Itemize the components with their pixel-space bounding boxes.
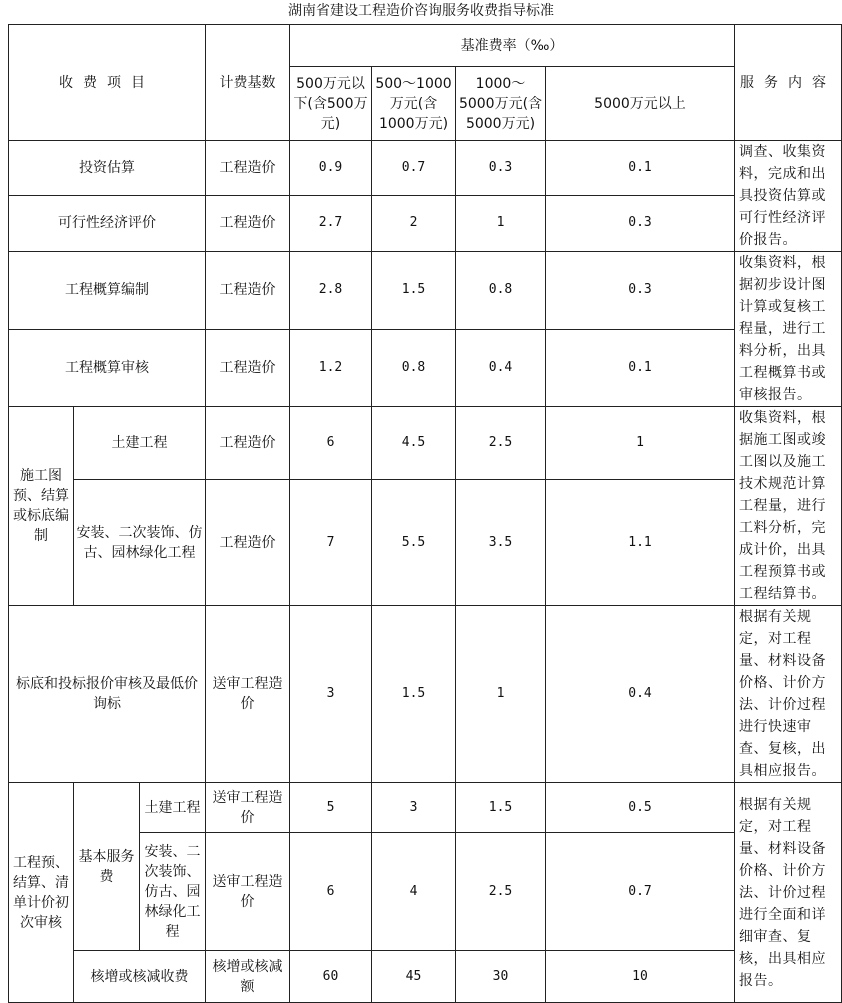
basis-cell: 送审工程造价 <box>206 783 290 833</box>
rate-cell: 0.8 <box>456 252 546 330</box>
basis-cell: 工程造价 <box>206 329 290 407</box>
item-cell: 土建工程 <box>74 407 206 480</box>
rate-cell: 0.8 <box>372 329 456 407</box>
rate-cell: 0.3 <box>546 195 735 251</box>
rate-cell: 3 <box>290 606 372 783</box>
service-cell: 调查、收集资料，完成和出具投资估算或可行性经济评价报告。 <box>735 141 842 252</box>
rate-cell: 5 <box>290 783 372 833</box>
rate-cell: 0.3 <box>456 141 546 196</box>
rate-cell: 3.5 <box>456 480 546 606</box>
rate-cell: 1.5 <box>456 783 546 833</box>
rate-cell: 1 <box>456 195 546 251</box>
rate-cell: 2 <box>372 195 456 251</box>
service-cell: 根据有关规定，对工程量、材料设备价格、计价方法、计价过程进行全面和详细审查、复核，出具相应报告。 <box>735 783 842 1003</box>
table-row <box>9 407 842 480</box>
rate-cell: 2.5 <box>456 407 546 480</box>
basis-cell: 送审工程造价 <box>206 606 290 783</box>
header-basis: 计费基数 <box>206 25 290 141</box>
rate-cell: 0.7 <box>372 141 456 196</box>
item-cell: 工程概算审核 <box>9 329 206 407</box>
rate-cell: 1.5 <box>372 252 456 330</box>
rate-cell: 6 <box>290 407 372 480</box>
rate-cell: 2.8 <box>290 252 372 330</box>
basis-cell: 工程造价 <box>206 252 290 330</box>
rate-cell: 2.5 <box>456 833 546 951</box>
rate-cell: 1 <box>456 606 546 783</box>
service-cell: 收集资料，根据施工图或竣工图以及施工技术规范计算工程量，进行工料分析，完成计价，出具工程预算书或工程结算书。 <box>735 407 842 606</box>
rate-cell: 4.5 <box>372 407 456 480</box>
basis-cell: 工程造价 <box>206 195 290 251</box>
group-cell: 施工图预、结算或标底编制 <box>9 407 74 606</box>
rate-cell: 2.7 <box>290 195 372 251</box>
table-row <box>9 141 842 196</box>
rate-cell: 10 <box>546 951 735 1003</box>
rate-cell: 0.5 <box>546 783 735 833</box>
item-cell: 工程概算编制 <box>9 252 206 330</box>
rate-cell: 4 <box>372 833 456 951</box>
rate-cell: 1.1 <box>546 480 735 606</box>
basis-cell: 核增或核减额 <box>206 951 290 1003</box>
item-cell: 土建工程 <box>140 783 206 833</box>
service-cell: 根据有关规定，对工程量、材料设备价格、计价方法、计价过程进行快速审查、复核，出具相应报告。 <box>735 606 842 783</box>
header-row <box>9 25 842 67</box>
table-row <box>9 252 842 330</box>
rate-cell: 0.4 <box>456 329 546 407</box>
item-cell: 核增或核减收费 <box>74 951 206 1003</box>
rate-cell: 1 <box>546 407 735 480</box>
table-row <box>9 783 842 833</box>
rate-cell: 0.4 <box>546 606 735 783</box>
rate-cell: 0.9 <box>290 141 372 196</box>
rate-cell: 0.1 <box>546 329 735 407</box>
table-row <box>9 480 842 606</box>
group-cell: 工程预、结算、清单计价初次审核 <box>9 783 74 1003</box>
item-cell: 标底和投标报价审核及最低价询标 <box>9 606 206 783</box>
service-cell: 收集资料，根据初步设计图计算或复核工程量，进行工料分析，出具工程概算书或审核报告。 <box>735 252 842 407</box>
item-cell: 安装、二次装饰、仿古、园林绿化工程 <box>140 833 206 951</box>
header-rate-1: 500万元以下(含500万元) <box>290 67 372 141</box>
rate-cell: 0.7 <box>546 833 735 951</box>
rate-cell: 60 <box>290 951 372 1003</box>
basis-cell: 工程造价 <box>206 407 290 480</box>
rate-cell: 0.3 <box>546 252 735 330</box>
header-rate-4: 5000万元以上 <box>546 67 735 141</box>
rate-cell: 1.5 <box>372 606 456 783</box>
header-rate-3: 1000～5000万元(含5000万元) <box>456 67 546 141</box>
table-row <box>9 329 842 407</box>
table-row <box>9 951 842 1003</box>
table-row <box>9 606 842 783</box>
rate-cell: 3 <box>372 783 456 833</box>
basis-cell: 工程造价 <box>206 141 290 196</box>
header-rate-group: 基准费率（‰） <box>290 25 735 67</box>
header-service: 服务内容 <box>735 25 842 141</box>
page-title: 湖南省建设工程造价咨询服务收费指导标准 <box>288 3 554 19</box>
item-cell: 投资估算 <box>9 141 206 196</box>
header-item: 收费项目 <box>9 25 206 141</box>
table-row <box>9 195 842 251</box>
rate-cell: 7 <box>290 480 372 606</box>
rate-cell: 30 <box>456 951 546 1003</box>
subgroup-cell: 基本服务费 <box>74 783 140 951</box>
item-cell: 可行性经济评价 <box>9 195 206 251</box>
item-cell: 安装、二次装饰、仿古、园林绿化工程 <box>74 480 206 606</box>
rate-cell: 6 <box>290 833 372 951</box>
rate-cell: 45 <box>372 951 456 1003</box>
rate-cell: 0.1 <box>546 141 735 196</box>
basis-cell: 工程造价 <box>206 480 290 606</box>
basis-cell: 送审工程造价 <box>206 833 290 951</box>
fee-table <box>8 24 842 1003</box>
rate-cell: 5.5 <box>372 480 456 606</box>
header-rate-2: 500～1000万元(含1000万元) <box>372 67 456 141</box>
rate-cell: 1.2 <box>290 329 372 407</box>
